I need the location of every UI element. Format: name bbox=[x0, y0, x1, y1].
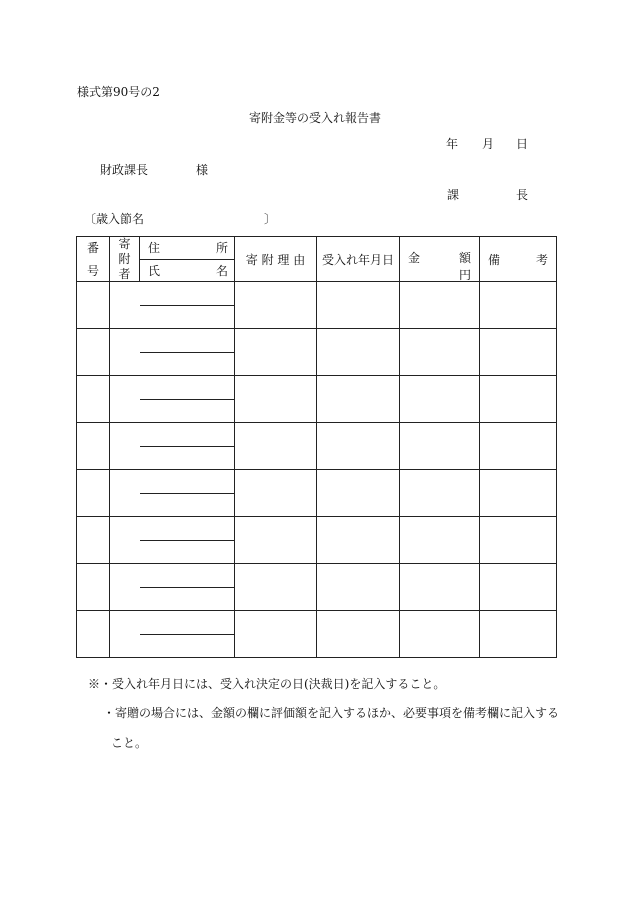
cell-reason[interactable] bbox=[235, 329, 317, 376]
cell-number[interactable] bbox=[77, 517, 110, 564]
addressee-honorific: 様 bbox=[196, 163, 209, 177]
cell-received-date[interactable] bbox=[317, 564, 400, 611]
cell-donor-spacer[interactable] bbox=[110, 353, 140, 376]
cell-donor-spacer[interactable] bbox=[110, 564, 140, 588]
table-row bbox=[77, 329, 557, 353]
cell-name[interactable] bbox=[140, 494, 235, 517]
document-title: 寄附金等の受入れ報告書 bbox=[248, 111, 381, 125]
cell-donor-spacer[interactable] bbox=[110, 611, 140, 635]
cell-number[interactable] bbox=[77, 329, 110, 376]
cell-address[interactable] bbox=[140, 282, 235, 306]
table-row bbox=[77, 282, 557, 306]
cell-amount[interactable] bbox=[400, 564, 480, 611]
cell-number[interactable] bbox=[77, 282, 110, 329]
header-number bbox=[77, 237, 110, 282]
cell-remarks[interactable] bbox=[480, 564, 557, 611]
cell-reason[interactable] bbox=[235, 376, 317, 423]
cell-address[interactable] bbox=[140, 329, 235, 353]
header-name-char-2: 名 bbox=[215, 263, 228, 278]
cell-amount[interactable] bbox=[400, 376, 480, 423]
cell-remarks[interactable] bbox=[480, 423, 557, 470]
header-donor-char-2: 附 bbox=[118, 252, 131, 266]
note-line-3: こと。 bbox=[111, 736, 148, 750]
header-address-char-2: 所 bbox=[215, 241, 228, 256]
cell-reason[interactable] bbox=[235, 517, 317, 564]
table-header-row bbox=[77, 237, 557, 260]
date-month-label: 月 bbox=[482, 137, 495, 151]
cell-name[interactable] bbox=[140, 635, 235, 658]
note-line-2: ・寄贈の場合には、金額の欄に評価額を記入するほか、必要事項を備考欄に記入する bbox=[103, 706, 560, 720]
cell-remarks[interactable] bbox=[480, 329, 557, 376]
cell-amount[interactable] bbox=[400, 423, 480, 470]
cell-donor-spacer[interactable] bbox=[110, 306, 140, 329]
cell-donor-spacer[interactable] bbox=[110, 588, 140, 611]
header-remarks-char-2: 考 bbox=[535, 252, 548, 267]
header-remarks bbox=[480, 237, 557, 282]
header-address bbox=[140, 237, 235, 260]
cell-donor-spacer[interactable] bbox=[110, 447, 140, 470]
table-row bbox=[77, 470, 557, 494]
header-donor bbox=[110, 237, 140, 282]
cell-received-date[interactable] bbox=[317, 517, 400, 564]
header-donor-char-3: 者 bbox=[118, 267, 131, 281]
cell-amount[interactable] bbox=[400, 329, 480, 376]
table-row bbox=[77, 376, 557, 400]
table-row bbox=[77, 423, 557, 447]
cell-donor-spacer[interactable] bbox=[110, 517, 140, 541]
cell-received-date[interactable] bbox=[317, 470, 400, 517]
cell-address[interactable] bbox=[140, 423, 235, 447]
cell-donor-spacer[interactable] bbox=[110, 400, 140, 423]
cell-amount[interactable] bbox=[400, 470, 480, 517]
cell-name[interactable] bbox=[140, 306, 235, 329]
note-line-1: ※・受入れ年月日には、受入れ決定の日(決裁日)を記入すること。 bbox=[88, 677, 446, 691]
cell-address[interactable] bbox=[140, 517, 235, 541]
cell-received-date[interactable] bbox=[317, 611, 400, 658]
header-name bbox=[140, 259, 235, 282]
header-name-char-1: 氏 bbox=[148, 263, 161, 278]
cell-address[interactable] bbox=[140, 611, 235, 635]
cell-donor-spacer[interactable] bbox=[110, 376, 140, 400]
cell-received-date[interactable] bbox=[317, 423, 400, 470]
cell-donor-spacer[interactable] bbox=[110, 282, 140, 306]
header-donor-char-1: 寄 bbox=[118, 237, 131, 251]
cell-donor-spacer[interactable] bbox=[110, 635, 140, 658]
budget-item-label: 〔歳入節名 bbox=[84, 212, 145, 226]
header-number-char-2: 号 bbox=[86, 264, 99, 278]
cell-number[interactable] bbox=[77, 376, 110, 423]
cell-reason[interactable] bbox=[235, 564, 317, 611]
cell-remarks[interactable] bbox=[480, 376, 557, 423]
cell-remarks[interactable] bbox=[480, 517, 557, 564]
header-amount-char-1: 金 bbox=[408, 251, 421, 265]
cell-number[interactable] bbox=[77, 611, 110, 658]
budget-item-close-bracket: 〕 bbox=[264, 212, 277, 226]
cell-amount[interactable] bbox=[400, 611, 480, 658]
header-address-char-1: 住 bbox=[148, 241, 161, 256]
header-reason bbox=[235, 237, 317, 282]
header-amount bbox=[400, 237, 480, 282]
cell-number[interactable] bbox=[77, 564, 110, 611]
cell-amount[interactable] bbox=[400, 517, 480, 564]
cell-donor-spacer[interactable] bbox=[110, 470, 140, 494]
report-table bbox=[76, 236, 557, 658]
cell-reason[interactable] bbox=[235, 282, 317, 329]
date-day-label: 日 bbox=[516, 137, 529, 151]
cell-donor-spacer[interactable] bbox=[110, 494, 140, 517]
cell-received-date[interactable] bbox=[317, 329, 400, 376]
table-row bbox=[77, 517, 557, 541]
header-reason-label: 寄 附 理 由 bbox=[245, 252, 306, 267]
section-chief-label-1: 課 bbox=[447, 188, 460, 202]
table-row bbox=[77, 611, 557, 635]
cell-number[interactable] bbox=[77, 470, 110, 517]
section-chief-label-2: 長 bbox=[516, 188, 529, 202]
cell-remarks[interactable] bbox=[480, 611, 557, 658]
cell-name[interactable] bbox=[140, 353, 235, 376]
cell-reason[interactable] bbox=[235, 611, 317, 658]
header-amount-unit: 円 bbox=[458, 268, 471, 282]
header-remarks-char-1: 備 bbox=[488, 252, 501, 267]
cell-name[interactable] bbox=[140, 447, 235, 470]
header-amount-char-2: 額 bbox=[458, 251, 471, 265]
table-row bbox=[77, 564, 557, 588]
cell-address[interactable] bbox=[140, 376, 235, 400]
cell-donor-spacer[interactable] bbox=[110, 329, 140, 353]
cell-address[interactable] bbox=[140, 470, 235, 494]
cell-donor-spacer[interactable] bbox=[110, 541, 140, 564]
date-year-label: 年 bbox=[446, 137, 459, 151]
header-received-date-label: 受入れ年月日 bbox=[321, 252, 394, 267]
cell-received-date[interactable] bbox=[317, 376, 400, 423]
addressee-name: 財政課長 bbox=[100, 163, 149, 177]
cell-remarks[interactable] bbox=[480, 282, 557, 329]
cell-address[interactable] bbox=[140, 564, 235, 588]
cell-name[interactable] bbox=[140, 588, 235, 611]
cell-number[interactable] bbox=[77, 423, 110, 470]
cell-remarks[interactable] bbox=[480, 470, 557, 517]
cell-name[interactable] bbox=[140, 541, 235, 564]
cell-received-date[interactable] bbox=[317, 282, 400, 329]
cell-amount[interactable] bbox=[400, 282, 480, 329]
cell-reason[interactable] bbox=[235, 470, 317, 517]
form-number: 様式第90号の2 bbox=[77, 85, 160, 99]
header-received-date bbox=[317, 237, 400, 282]
cell-name[interactable] bbox=[140, 400, 235, 423]
header-number-char-1: 番 bbox=[86, 241, 99, 255]
cell-donor-spacer[interactable] bbox=[110, 423, 140, 447]
cell-reason[interactable] bbox=[235, 423, 317, 470]
